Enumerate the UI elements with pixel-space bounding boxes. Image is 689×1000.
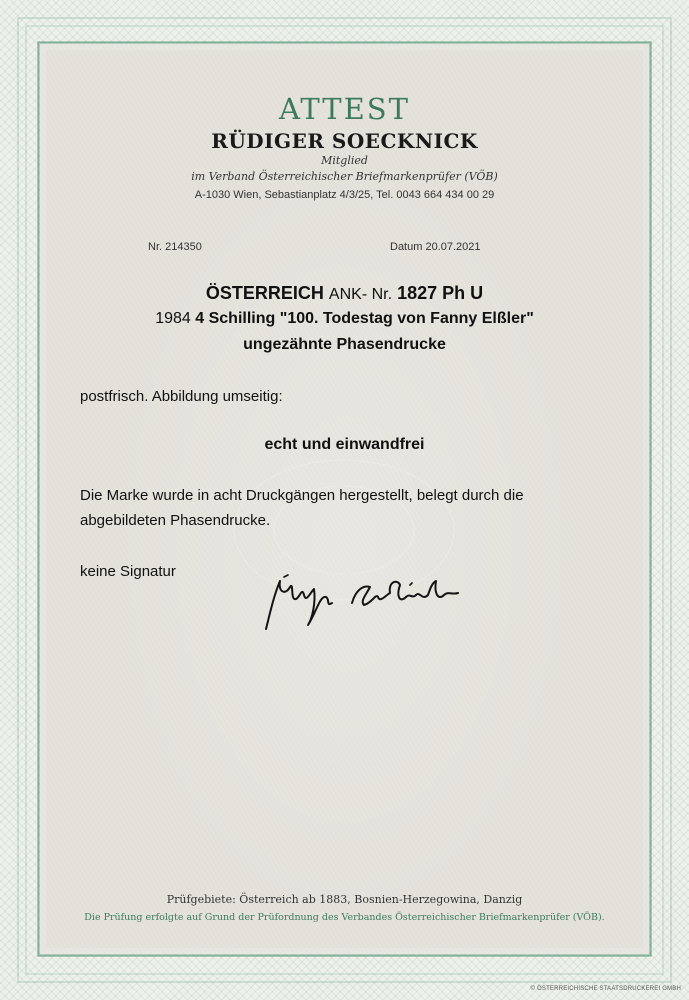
condition-verdict: echt und einwandfrei — [264, 436, 425, 453]
signature-note: keine Signatur — [80, 563, 176, 580]
certificate-date: Datum 20.07.2021 — [390, 241, 481, 253]
subject-country: ÖSTERREICH — [205, 283, 324, 303]
member-label: Mitglied — [321, 154, 368, 167]
printer-imprint: © ÖSTERREICHISCHE STAATSDRUCKEREI GMBH — [530, 986, 681, 992]
examiner-name: RÜDIGER SOECKNICK — [211, 129, 478, 153]
examination-scope: Prüfgebiete: Österreich ab 1883, Bosnien-Herzegowina, Danzig — [166, 893, 523, 906]
certificate-title: ATTEST — [279, 92, 410, 126]
stamp-variety: ungezähnte Phasendrucke — [243, 336, 446, 353]
association-name: im Verband Österreichischer Briefmarkenprüfer (VÖB) — [191, 170, 498, 183]
subject-heading — [0, 283, 689, 304]
description-line-2: abgebildeten Phasendrucke. — [80, 512, 271, 529]
handwritten-signature — [260, 573, 470, 633]
stamp-description — [0, 310, 689, 328]
description-line-1: Die Marke wurde in acht Druckgängen hergestellt, belegt durch die — [80, 487, 524, 504]
certificate-number: Nr. 214350 — [148, 241, 202, 253]
stamp-state: postfrisch. Abbildung umseitig: — [80, 388, 283, 405]
catalog-label: ANK- Nr. — [328, 286, 393, 303]
stamp-year: 1984 — [155, 310, 191, 327]
examination-basis: Die Prüfung erfolgte auf Grund der Prüfordnung des Verbandes Österreichischer Briefmarkenprüfer (VÖB). — [84, 912, 605, 923]
catalog-number: 1827 Ph U — [397, 283, 484, 303]
examiner-address: A-1030 Wien, Sebastianplatz 4/3/25, Tel. 0043 664 434 00 29 — [194, 189, 495, 201]
stamp-title: 4 Schilling "100. Todestag von Fanny Elßler" — [195, 310, 534, 327]
